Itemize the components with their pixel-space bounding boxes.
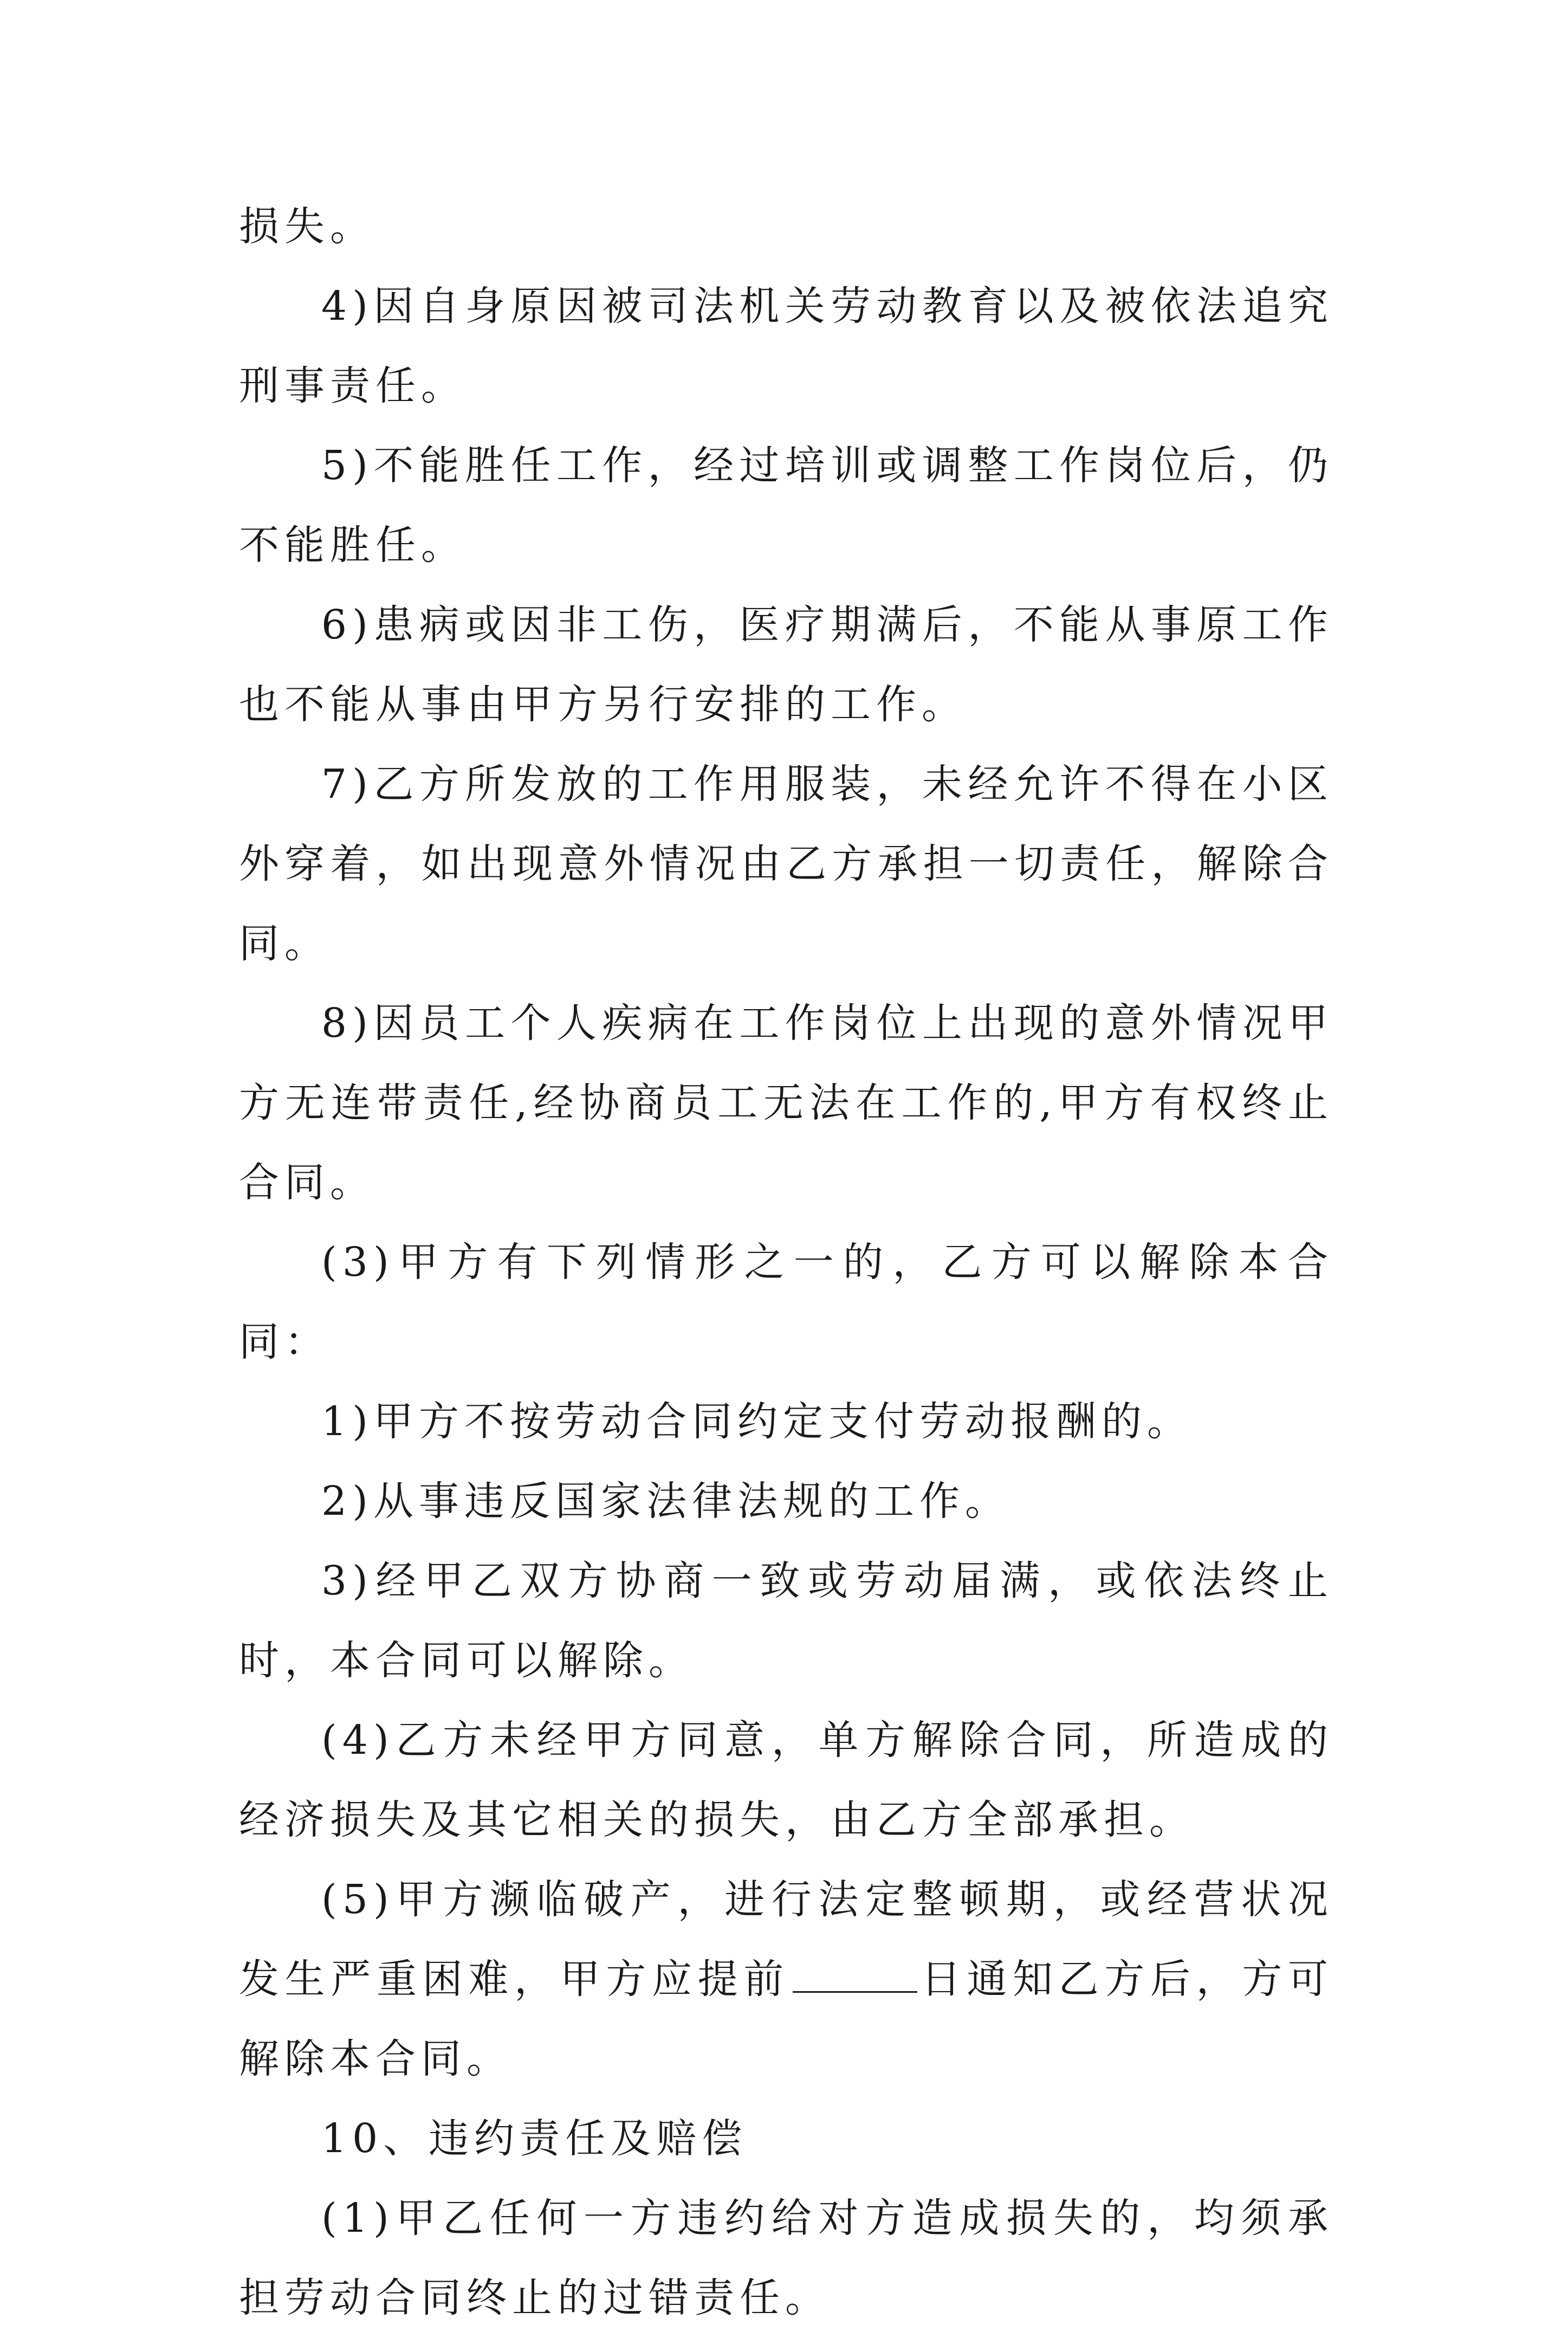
paragraph-clause-3-item-2: 2)从事违反国家法律法规的工作。 [321, 1478, 1010, 1525]
paragraph-clause-5 [239, 1860, 1333, 2099]
paragraph-clause-3: (3)甲方有下列情形之一的，乙方可以解除本合同： [239, 1239, 1333, 1365]
paragraph-item-8: 8)因员工个人疾病在工作岗位上出现的意外情况甲方无连带责任,经协商员工无法在工作的,甲方有权终止合同。 [239, 1000, 1333, 1206]
clause-5-text-before: (5)甲方濒临破产，进行法定整顿期，或经营状况发生严重困难，甲方应提前 [239, 1876, 1333, 2003]
section-heading-10: 10、违约责任及赔偿 [321, 2115, 748, 2162]
paragraph-liability-1: (1)甲乙任何一方违约给对方造成损失的，均须承担劳动合同终止的过错责任。 [239, 2195, 1333, 2321]
paragraph-item-5: 5)不能胜任工作，经过培训或调整工作岗位后，仍不能胜任。 [239, 442, 1333, 569]
paragraph-loss: 损失。 [239, 203, 375, 250]
paragraph-item-7: 7)乙方所发放的工作用服装，未经允许不得在小区外穿着，如出现意外情况由乙方承担一切责任，解除合同。 [239, 761, 1333, 967]
document-body [239, 187, 1333, 2338]
paragraph-item-6: 6)患病或因非工伤，医疗期满后，不能从事原工作也不能从事由甲方另行安排的工作。 [239, 602, 1333, 728]
paragraph-item-4: 4)因自身原因被司法机关劳动教育以及被依法追究刑事责任。 [239, 283, 1333, 409]
paragraph-clause-3-item-3: 3)经甲乙双方协商一致或劳动届满，或依法终止时，本合同可以解除。 [239, 1558, 1333, 1684]
clause-5-text-after: 日通知乙方后，方可解除本合同。 [239, 1956, 1333, 2082]
paragraph-clause-3-item-1: 1)甲方不按劳动合同约定支付劳动报酬的。 [321, 1398, 1193, 1445]
paragraph-clause-4: (4)乙方未经甲方同意，单方解除合同，所造成的经济损失及其它相关的损失，由乙方全部承担。 [239, 1717, 1333, 1843]
fill-in-blank-days[interactable] [793, 1953, 917, 1993]
